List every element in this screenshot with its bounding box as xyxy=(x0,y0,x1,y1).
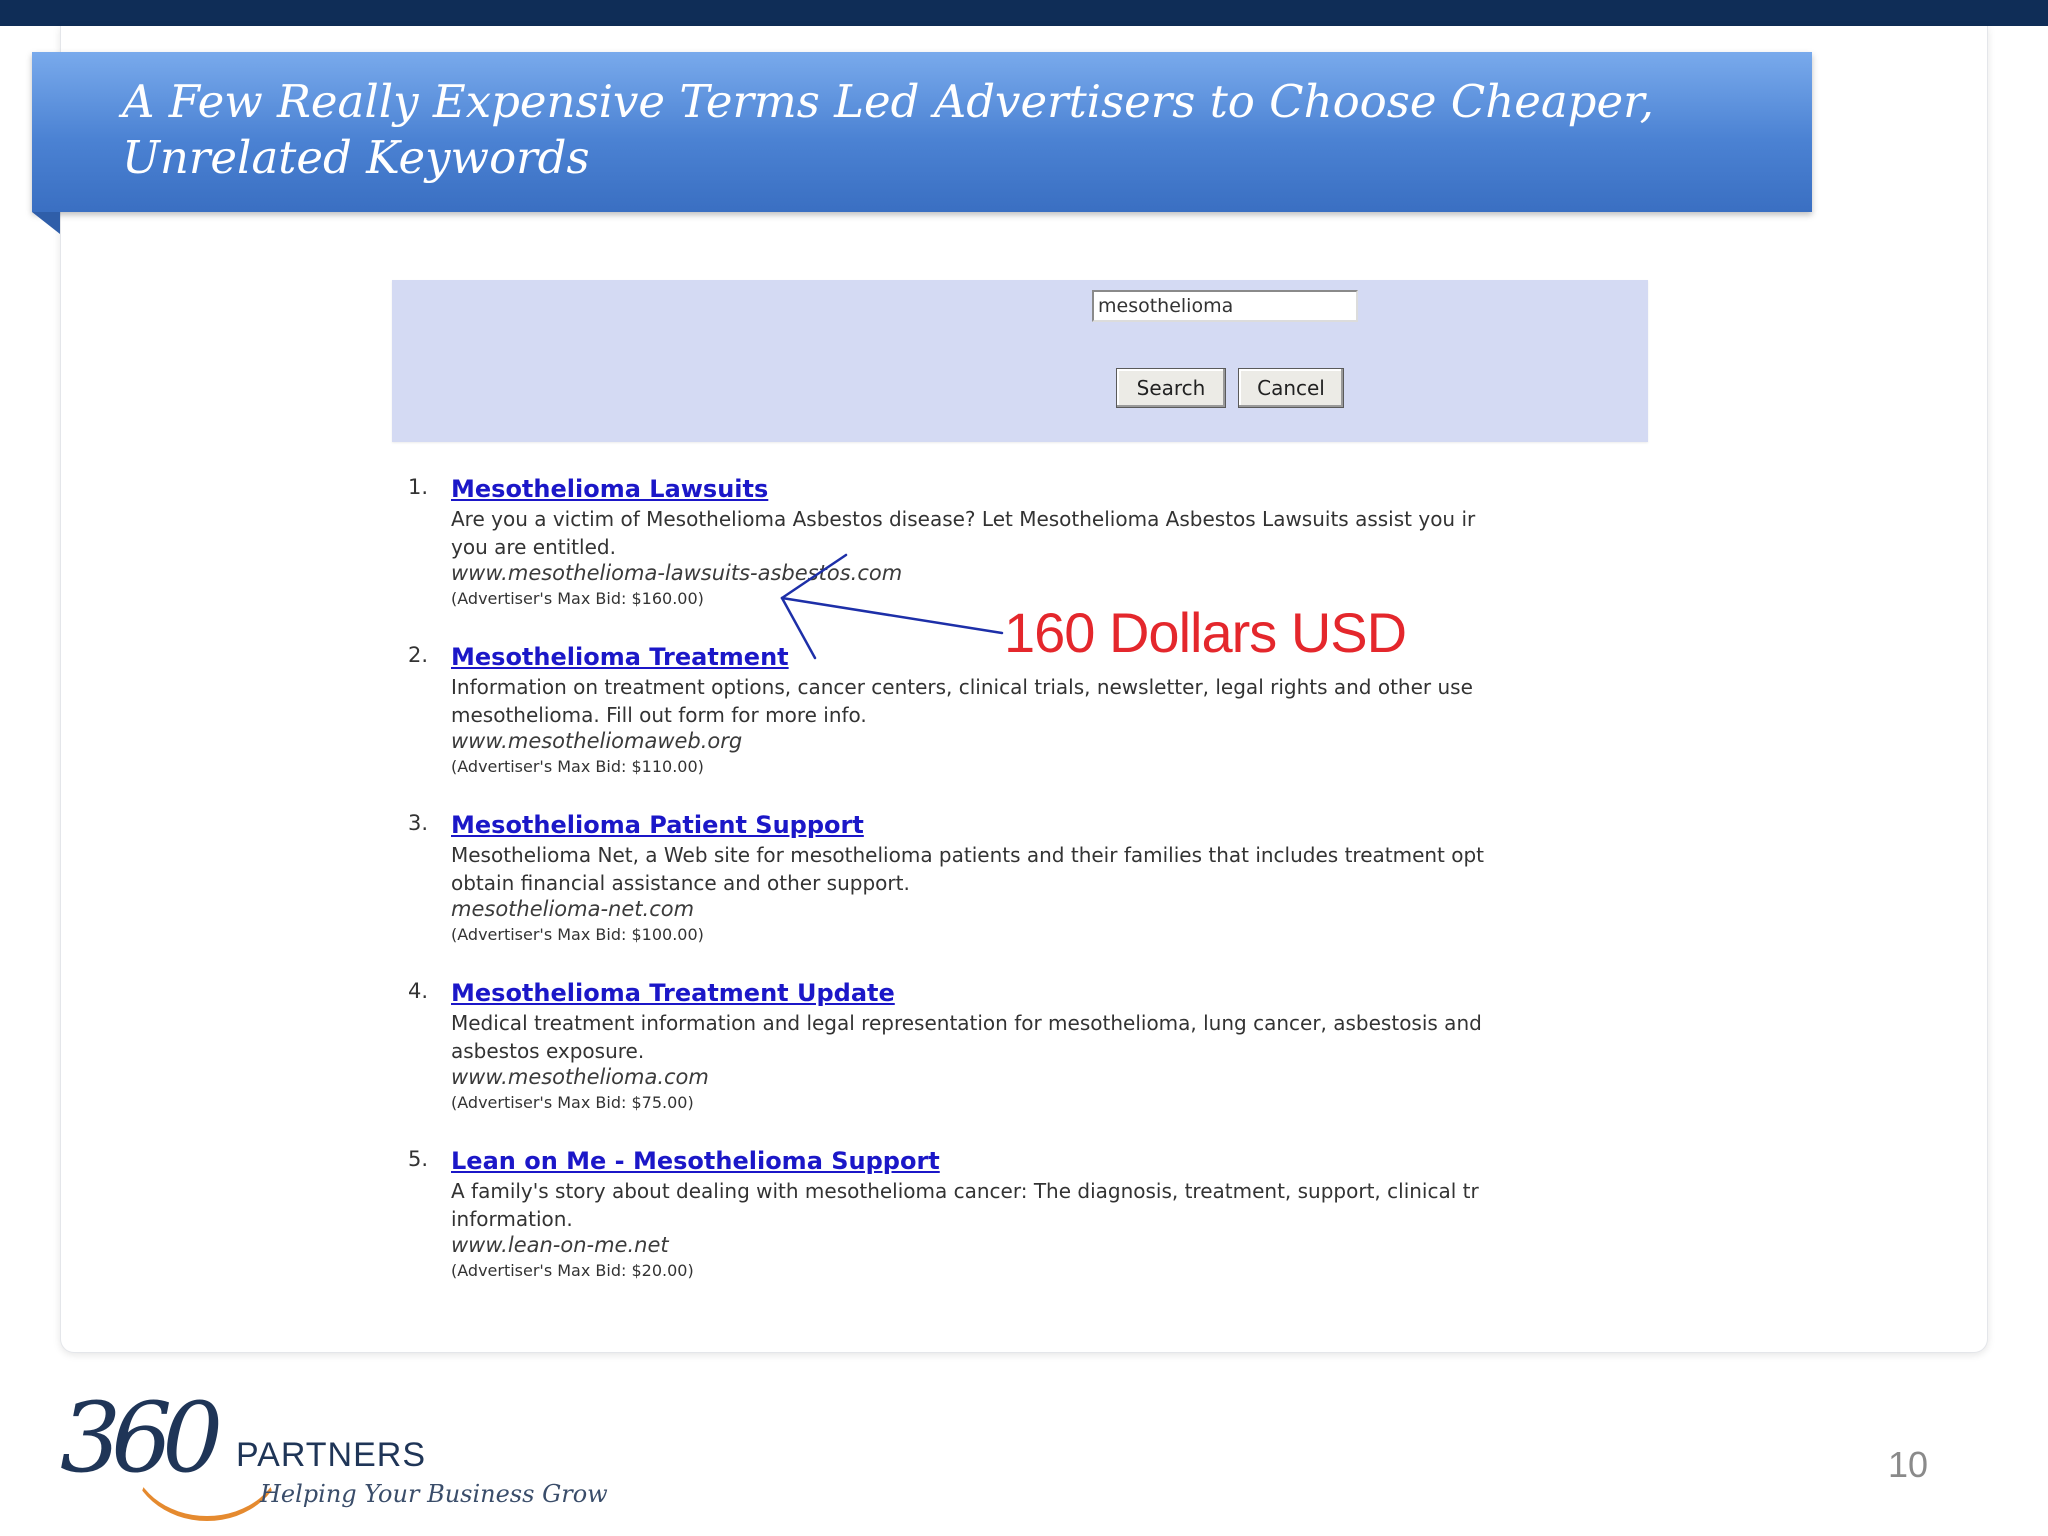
result-description-line: Information on treatment options, cancer centers, clinical trials, newsletter, legal rights and other use xyxy=(451,675,1473,699)
slide-title: A Few Really Expensive Terms Led Advertisers to Choose Cheaper, Unrelated Keywords xyxy=(122,75,1654,184)
result-description-line: you are entitled. xyxy=(451,535,616,559)
result-title-link[interactable]: Mesothelioma Patient Support xyxy=(451,811,864,839)
arrow-head-lower xyxy=(782,598,815,658)
result-description-line: information. xyxy=(451,1207,573,1231)
cancel-button[interactable]: Cancel xyxy=(1238,368,1344,408)
company-logo xyxy=(60,1382,620,1518)
result-description-line: obtain financial assistance and other support. xyxy=(451,871,910,895)
result-number: 4. xyxy=(408,979,429,1003)
logo-tagline: Helping Your Business Grow xyxy=(260,1480,608,1508)
result-url: www.mesotheliomaweb.org xyxy=(451,729,743,753)
result-title-link[interactable]: Mesothelioma Lawsuits xyxy=(451,475,769,503)
result-description-line: Are you a victim of Mesothelioma Asbestos disease? Let Mesothelioma Asbestos Lawsuits assist you ir xyxy=(451,507,1476,531)
result-max-bid: (Advertiser's Max Bid: $75.00) xyxy=(451,1093,694,1112)
result-description-line: mesothelioma. Fill out form for more info. xyxy=(451,703,867,727)
result-description-line: A family's story about dealing with mesothelioma cancer: The diagnosis, treatment, support, clinical tr xyxy=(451,1179,1479,1203)
result-description-line: Mesothelioma Net, a Web site for mesothelioma patients and their families that includes treatment opt xyxy=(451,843,1485,867)
result-title-link[interactable]: Lean on Me - Mesothelioma Support xyxy=(451,1147,940,1175)
result-url: www.mesothelioma.com xyxy=(451,1065,709,1089)
result-max-bid: (Advertiser's Max Bid: $20.00) xyxy=(451,1261,694,1280)
result-max-bid: (Advertiser's Max Bid: $160.00) xyxy=(451,589,704,608)
result-url: www.mesothelioma-lawsuits-asbestos.com xyxy=(451,561,903,585)
page-number: 10 xyxy=(1888,1444,1929,1485)
result-max-bid: (Advertiser's Max Bid: $100.00) xyxy=(451,925,704,944)
arrow-head-upper xyxy=(782,555,846,598)
result-number: 2. xyxy=(408,643,429,667)
result-number: 3. xyxy=(408,811,429,835)
result-number: 1. xyxy=(408,475,429,499)
result-number: 5. xyxy=(408,1147,429,1171)
result-title-link[interactable]: Mesothelioma Treatment xyxy=(451,643,789,671)
logo-name: PARTNERS xyxy=(236,1436,427,1474)
result-title-link[interactable]: Mesothelioma Treatment Update xyxy=(451,979,895,1007)
arrow-shaft xyxy=(782,598,1002,633)
search-button[interactable]: Search xyxy=(1116,368,1226,408)
result-description-line: Medical treatment information and legal representation for mesothelioma, lung cancer, asbestosis and xyxy=(451,1011,1482,1035)
result-description-line: asbestos exposure. xyxy=(451,1039,645,1063)
result-max-bid: (Advertiser's Max Bid: $110.00) xyxy=(451,757,704,776)
logo-number: 360 xyxy=(60,1382,214,1494)
result-url: mesothelioma-net.com xyxy=(451,897,695,921)
result-url: www.lean-on-me.net xyxy=(451,1233,669,1257)
annotation-text: 160 Dollars USD xyxy=(1004,601,1407,664)
